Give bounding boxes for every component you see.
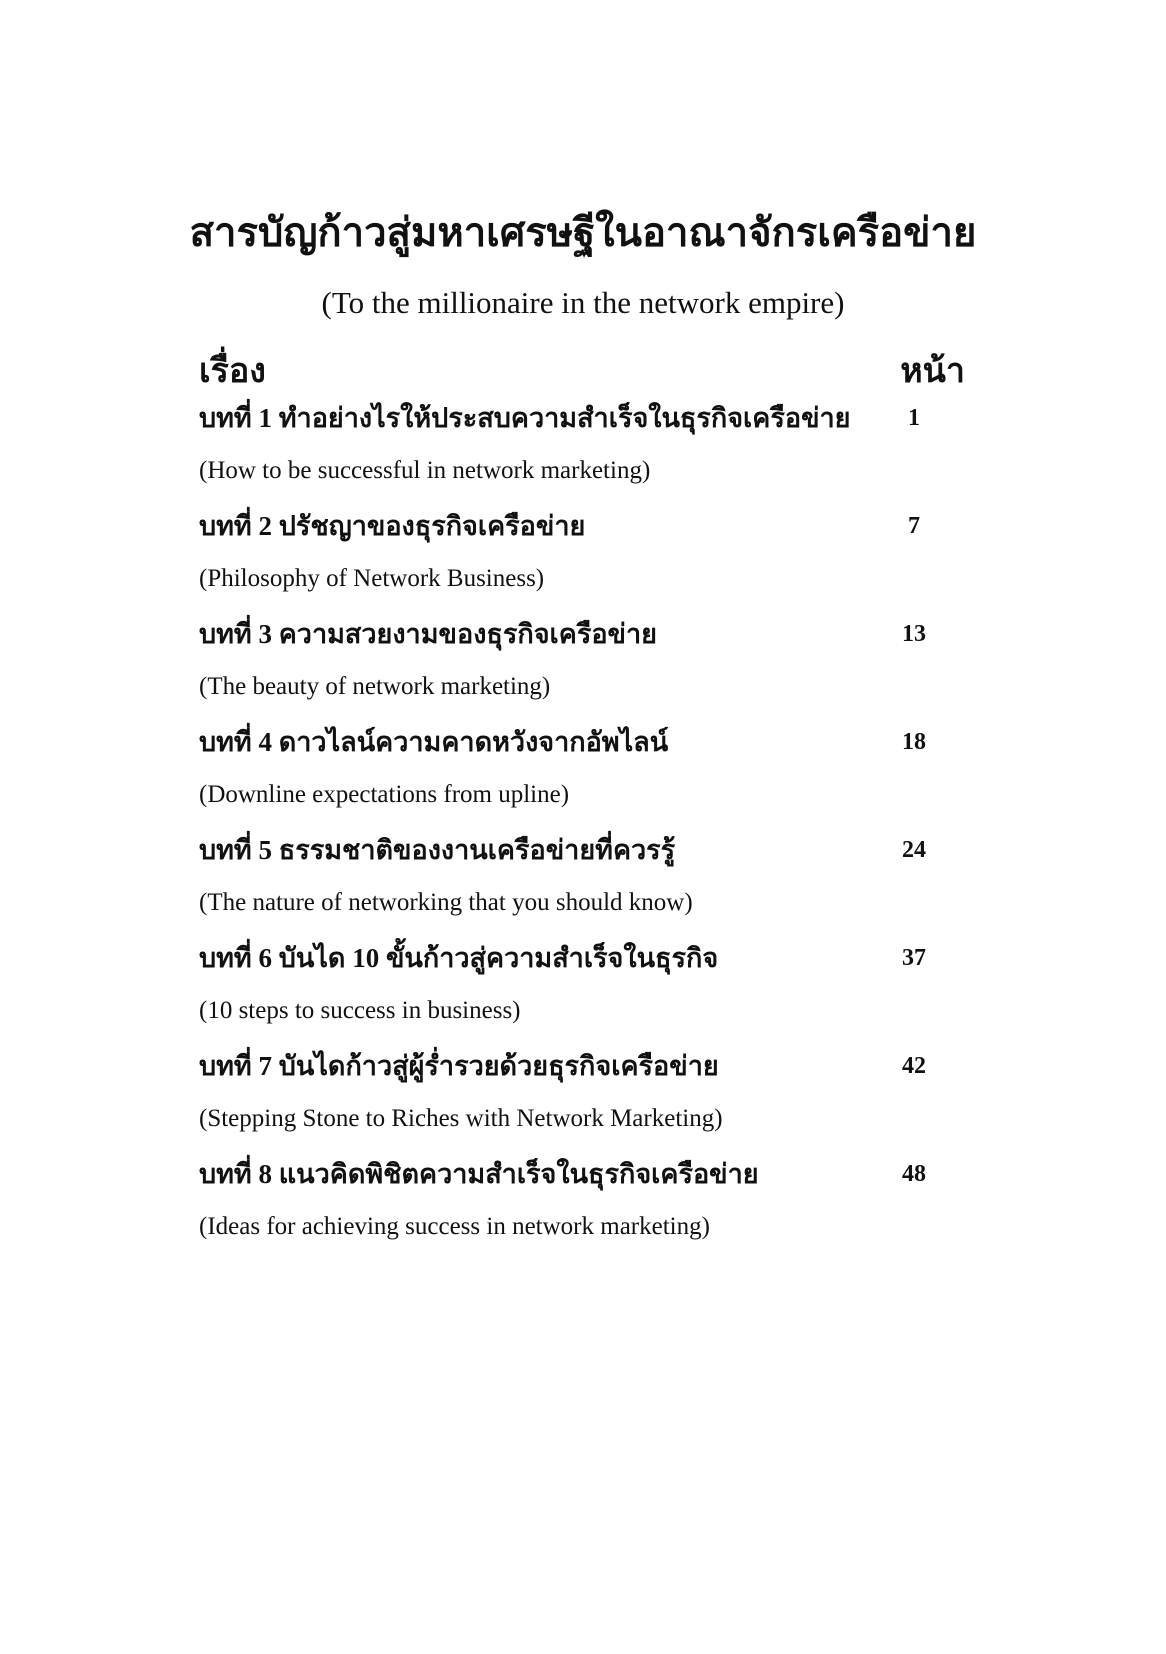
chapter-title: บทที่ 7 บันไดก้าวสู่ผู้ร่ำรวยด้วยธุรกิจเครือข่าย bbox=[199, 1051, 719, 1081]
chapter-english-title: (Stepping Stone to Riches with Network Marketing) bbox=[199, 1105, 723, 1132]
chapter-english-title: (Ideas for achieving success in network marketing) bbox=[199, 1213, 710, 1240]
chapter-page-number: 7 bbox=[908, 513, 920, 539]
toc-title: สารบัญก้าวสู่มหาเศรษฐีในอาณาจักรเครือข่าย bbox=[189, 210, 977, 255]
chapter-english-title: (The beauty of network marketing) bbox=[199, 673, 551, 700]
chapter-title: บทที่ 6 บันได 10 ขั้นก้าวสู่ความสำเร็จในธุรกิจ bbox=[199, 943, 719, 973]
toc-entry-6 bbox=[199, 938, 969, 1052]
chapter-english-title: (Philosophy of Network Business) bbox=[199, 565, 545, 592]
chapter-english-title: (Downline expectations from upline) bbox=[199, 781, 570, 808]
chapter-page-number: 42 bbox=[902, 1053, 926, 1079]
chapter-page-number: 48 bbox=[902, 1161, 926, 1187]
chapter-title: บทที่ 1 ทำอย่างไรให้ประสบความสำเร็จในธุรกิจเครือข่าย bbox=[199, 403, 851, 433]
toc-entry-3 bbox=[199, 614, 969, 728]
chapter-page-number: 37 bbox=[902, 945, 926, 971]
toc-entry-8 bbox=[199, 1154, 969, 1268]
chapter-page-number: 13 bbox=[902, 621, 926, 647]
chapter-english-title: (The nature of networking that you should know) bbox=[199, 889, 693, 916]
chapter-title: บทที่ 3 ความสวยงามของธุรกิจเครือข่าย bbox=[199, 619, 657, 649]
toc-entry-4 bbox=[199, 722, 969, 836]
chapter-english-title: (How to be successful in network marketing) bbox=[199, 457, 651, 484]
chapter-title: บทที่ 8 แนวคิดพิชิตความสำเร็จในธุรกิจเครือข่าย bbox=[199, 1159, 759, 1189]
chapter-page-number: 18 bbox=[902, 729, 926, 755]
chapter-title: บทที่ 5 ธรรมชาติของงานเครือข่ายที่ควรรู้ bbox=[199, 835, 676, 865]
chapter-english-title: (10 steps to success in business) bbox=[199, 997, 521, 1024]
chapter-page-number: 1 bbox=[908, 405, 920, 431]
column-header-page: หน้า bbox=[900, 353, 965, 390]
toc-entry-7 bbox=[199, 1046, 969, 1160]
toc-entry-2 bbox=[199, 506, 969, 620]
column-header-topic: เรื่อง bbox=[199, 353, 266, 390]
toc-entry-1 bbox=[199, 398, 969, 512]
chapter-title: บทที่ 2 ปรัชญาของธุรกิจเครือข่าย bbox=[199, 511, 586, 541]
chapter-title: บทที่ 4 ดาวไลน์ความคาดหวังจากอัพไลน์ bbox=[199, 727, 669, 757]
toc-entry-5 bbox=[199, 830, 969, 944]
toc-subtitle: (To the millionaire in the network empire) bbox=[321, 285, 845, 320]
chapter-page-number: 24 bbox=[902, 837, 926, 863]
